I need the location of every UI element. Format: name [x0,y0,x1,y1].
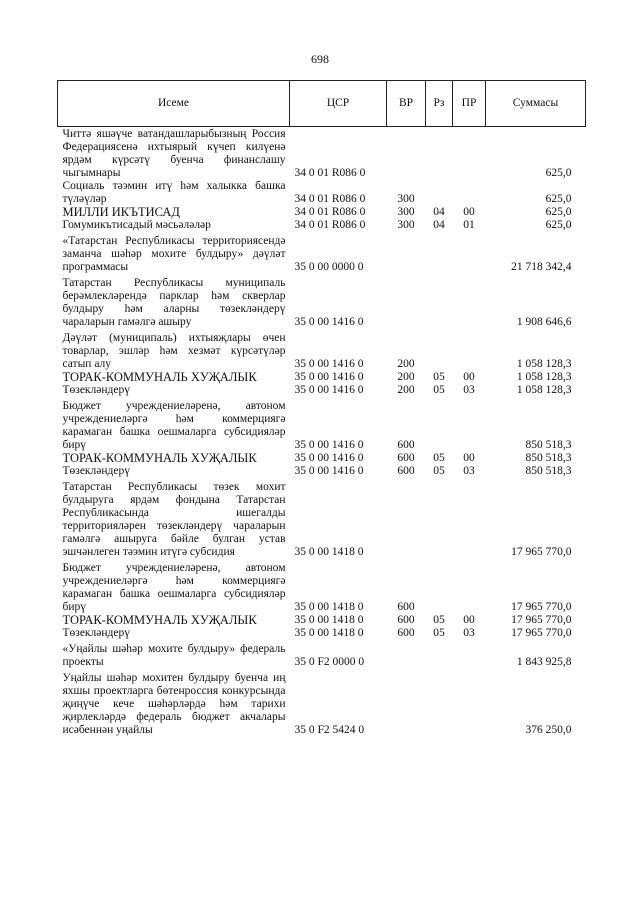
row-sum: 625,0 [545,193,572,205]
table-row [58,397,586,452]
header-name: Исеме [58,81,290,127]
row-pr [453,669,486,737]
page-number: 698 [311,52,329,66]
row-rz [426,559,453,614]
row-rz [426,478,453,559]
table-row [58,614,586,627]
row-name: Төзекләндерү [62,465,130,477]
row-sum: 1 908 646,6 [516,316,572,328]
row-vr: 600 [397,627,415,639]
row-pr [453,559,486,614]
row-vr: 600 [397,601,415,613]
row-pr [453,232,486,274]
row-name: МИЛЛИ ИКЪТИСАД [62,205,180,219]
row-pr [453,180,486,206]
row-sum: 17 965 770,0 [511,614,572,626]
row-vr: 300 [397,219,415,231]
row-name: Төзекләндерү [62,627,130,639]
row-name: ТОРАК-КОММУНАЛЬ ХУҖАЛЫК [62,451,257,465]
row-vr [387,640,426,669]
row-pr [453,478,486,559]
row-csr: 35 0 F2 0000 0 [294,656,365,668]
row-pr [453,640,486,669]
table-row [58,627,586,640]
table-row [58,384,586,397]
row-name: Татарстан Республикасы муниципаль берәмлекләрендә парклар һәм скверлар булдыру һәм аларны төзекләндерү чараларын гамәлгә ашыру [62,277,286,328]
row-pr [453,274,486,329]
table-row [58,640,586,669]
row-pr: 00 [463,452,475,464]
row-vr: 600 [397,452,415,464]
row-csr: 35 0 00 1416 0 [294,439,364,451]
row-csr: 34 0 01 R086 0 [294,219,366,231]
row-pr [453,329,486,371]
row-rz: 05 [433,384,445,396]
row-rz: 04 [433,206,445,218]
row-csr: 35 0 00 1416 0 [294,384,364,396]
table-row [58,232,586,274]
row-csr: 34 0 01 R086 0 [294,193,366,205]
row-sum: 1 058 128,3 [516,371,572,383]
row-sum: 850 518,3 [525,452,572,464]
header-pr: ПР [453,81,486,127]
row-sum: 625,0 [545,167,572,179]
row-rz [426,232,453,274]
row-csr: 35 0 00 1416 0 [294,371,364,383]
row-csr: 35 0 00 1416 0 [294,358,364,370]
table-row [58,452,586,465]
row-vr: 200 [397,358,415,370]
row-name: Читтә яшәүче ватандашларыбызның Россия Федерациясенә ихтыярый күчеп килүенә ярдәм күрсәтү буенча финанслашу чыгымнары [62,128,286,179]
row-rz: 05 [433,371,445,383]
table-row [58,559,586,614]
row-rz [426,669,453,737]
row-rz: 04 [433,219,445,231]
row-pr [453,127,486,181]
row-rz [426,274,453,329]
row-sum: 17 965 770,0 [511,627,572,639]
header-vr: ВР [387,81,426,127]
row-sum: 17 965 770,0 [511,546,572,558]
header-sum: Суммасы [486,81,586,127]
row-sum: 376 250,0 [525,724,572,736]
row-rz: 05 [433,614,445,626]
row-name: ТОРАК-КОММУНАЛЬ ХУҖАЛЫК [62,370,257,384]
row-rz: 05 [433,627,445,639]
row-csr: 35 0 00 0000 0 [294,261,364,273]
row-pr: 00 [463,614,475,626]
row-csr: 35 0 00 1418 0 [294,601,364,613]
row-name: Татарстан Республикасы төзек мохит булдыруга ярдәм фондына Татарстан Республикасында ишегалды территорияләрен төзекләндерү чараларын гамәлгә ашыруга бәйле булган устав эшчәнлеген тәэмин итүгә субсидия [62,481,286,558]
budget-table [57,80,586,737]
row-pr: 03 [463,384,475,396]
table-row [58,180,586,206]
row-rz [426,397,453,452]
row-name: Бюджет учреждениеләренә, автоном учреждениеләргә һәм коммерциягә карамаган башка оешмаларга субсидияләр бирү [62,400,286,451]
row-vr [387,274,426,329]
table-row [58,329,586,371]
row-rz [426,180,453,206]
row-csr: 35 0 00 1418 0 [294,614,364,626]
header-csr: ЦСР [290,81,387,127]
row-vr: 200 [397,371,415,383]
table-row [58,465,586,478]
row-vr [387,127,426,181]
row-pr: 03 [463,465,475,477]
row-sum: 850 518,3 [525,465,572,477]
table-header [58,81,586,127]
row-name: Уңайлы шәһәр мохитен булдыру буенча иң яхшы проектларга бөтенроссия конкурсында җиңүче кече шәһәрләрдә һәм тарихи җирлекләрдә федераль бюджет акчалары исәбеннән уңайлы [62,672,286,736]
row-vr: 600 [397,465,415,477]
header-rz: Рз [426,81,453,127]
row-name: Төзекләндерү [62,384,130,396]
table-row [58,478,586,559]
row-pr: 01 [463,219,475,231]
row-csr: 35 0 00 1416 0 [294,452,364,464]
row-csr: 35 0 F2 5424 0 [294,724,365,736]
row-name: Гомумикътисадый мәсьәләләр [62,219,211,231]
row-pr: 03 [463,627,475,639]
row-sum: 17 965 770,0 [511,601,572,613]
row-rz [426,127,453,181]
row-sum: 1 843 925,8 [516,656,572,668]
row-vr: 300 [397,206,415,218]
row-sum: 625,0 [545,219,572,231]
row-rz: 05 [433,452,445,464]
row-csr: 35 0 00 1416 0 [294,465,364,477]
row-name: Дәүләт (муниципаль) ихтыяҗлары өчен товарлар, эшләр һәм хезмәт күрсәтүләр сатып алу [62,332,286,370]
table-row [58,669,586,737]
row-sum: 1 058 128,3 [516,358,572,370]
row-name: «Татарстан Республикасы территориясендә заманча шәһәр мохите булдыру» дәүләт программасы [62,235,286,273]
row-vr: 600 [397,614,415,626]
row-csr: 35 0 00 1416 0 [294,316,364,328]
row-vr: 600 [397,439,415,451]
row-vr [387,478,426,559]
row-pr: 00 [463,371,475,383]
row-rz: 05 [433,465,445,477]
row-csr: 34 0 01 R086 0 [294,206,366,218]
table-row [58,371,586,384]
row-name: «Уңайлы шәһәр мохите булдыру» федераль проекты [62,643,286,668]
row-csr: 35 0 00 1418 0 [294,627,364,639]
row-csr: 34 0 01 R086 0 [294,167,366,179]
row-vr: 200 [397,384,415,396]
row-name: ТОРАК-КОММУНАЛЬ ХУҖАЛЫК [62,613,257,627]
row-rz [426,640,453,669]
row-vr [387,669,426,737]
row-sum: 1 058 128,3 [516,384,572,396]
table-row [58,206,586,219]
row-sum: 850 518,3 [525,439,572,451]
row-vr [387,232,426,274]
row-name: Бюджет учреждениеләренә, автоном учреждениеләргә һәм коммерциягә карамаган башка оешмаларга субсидияләр бирү [62,562,286,613]
row-pr: 00 [463,206,475,218]
row-name: Социаль тәэмин итү һәм халыкка башка түләүләр [62,180,286,205]
row-vr: 300 [397,193,415,205]
table-row [58,219,586,232]
row-rz [426,329,453,371]
row-sum: 21 718 342,4 [511,261,572,273]
table-row [58,274,586,329]
row-sum: 625,0 [545,206,572,218]
table-body [58,127,586,738]
row-pr [453,397,486,452]
table-row [58,127,586,181]
row-csr: 35 0 00 1418 0 [294,546,364,558]
